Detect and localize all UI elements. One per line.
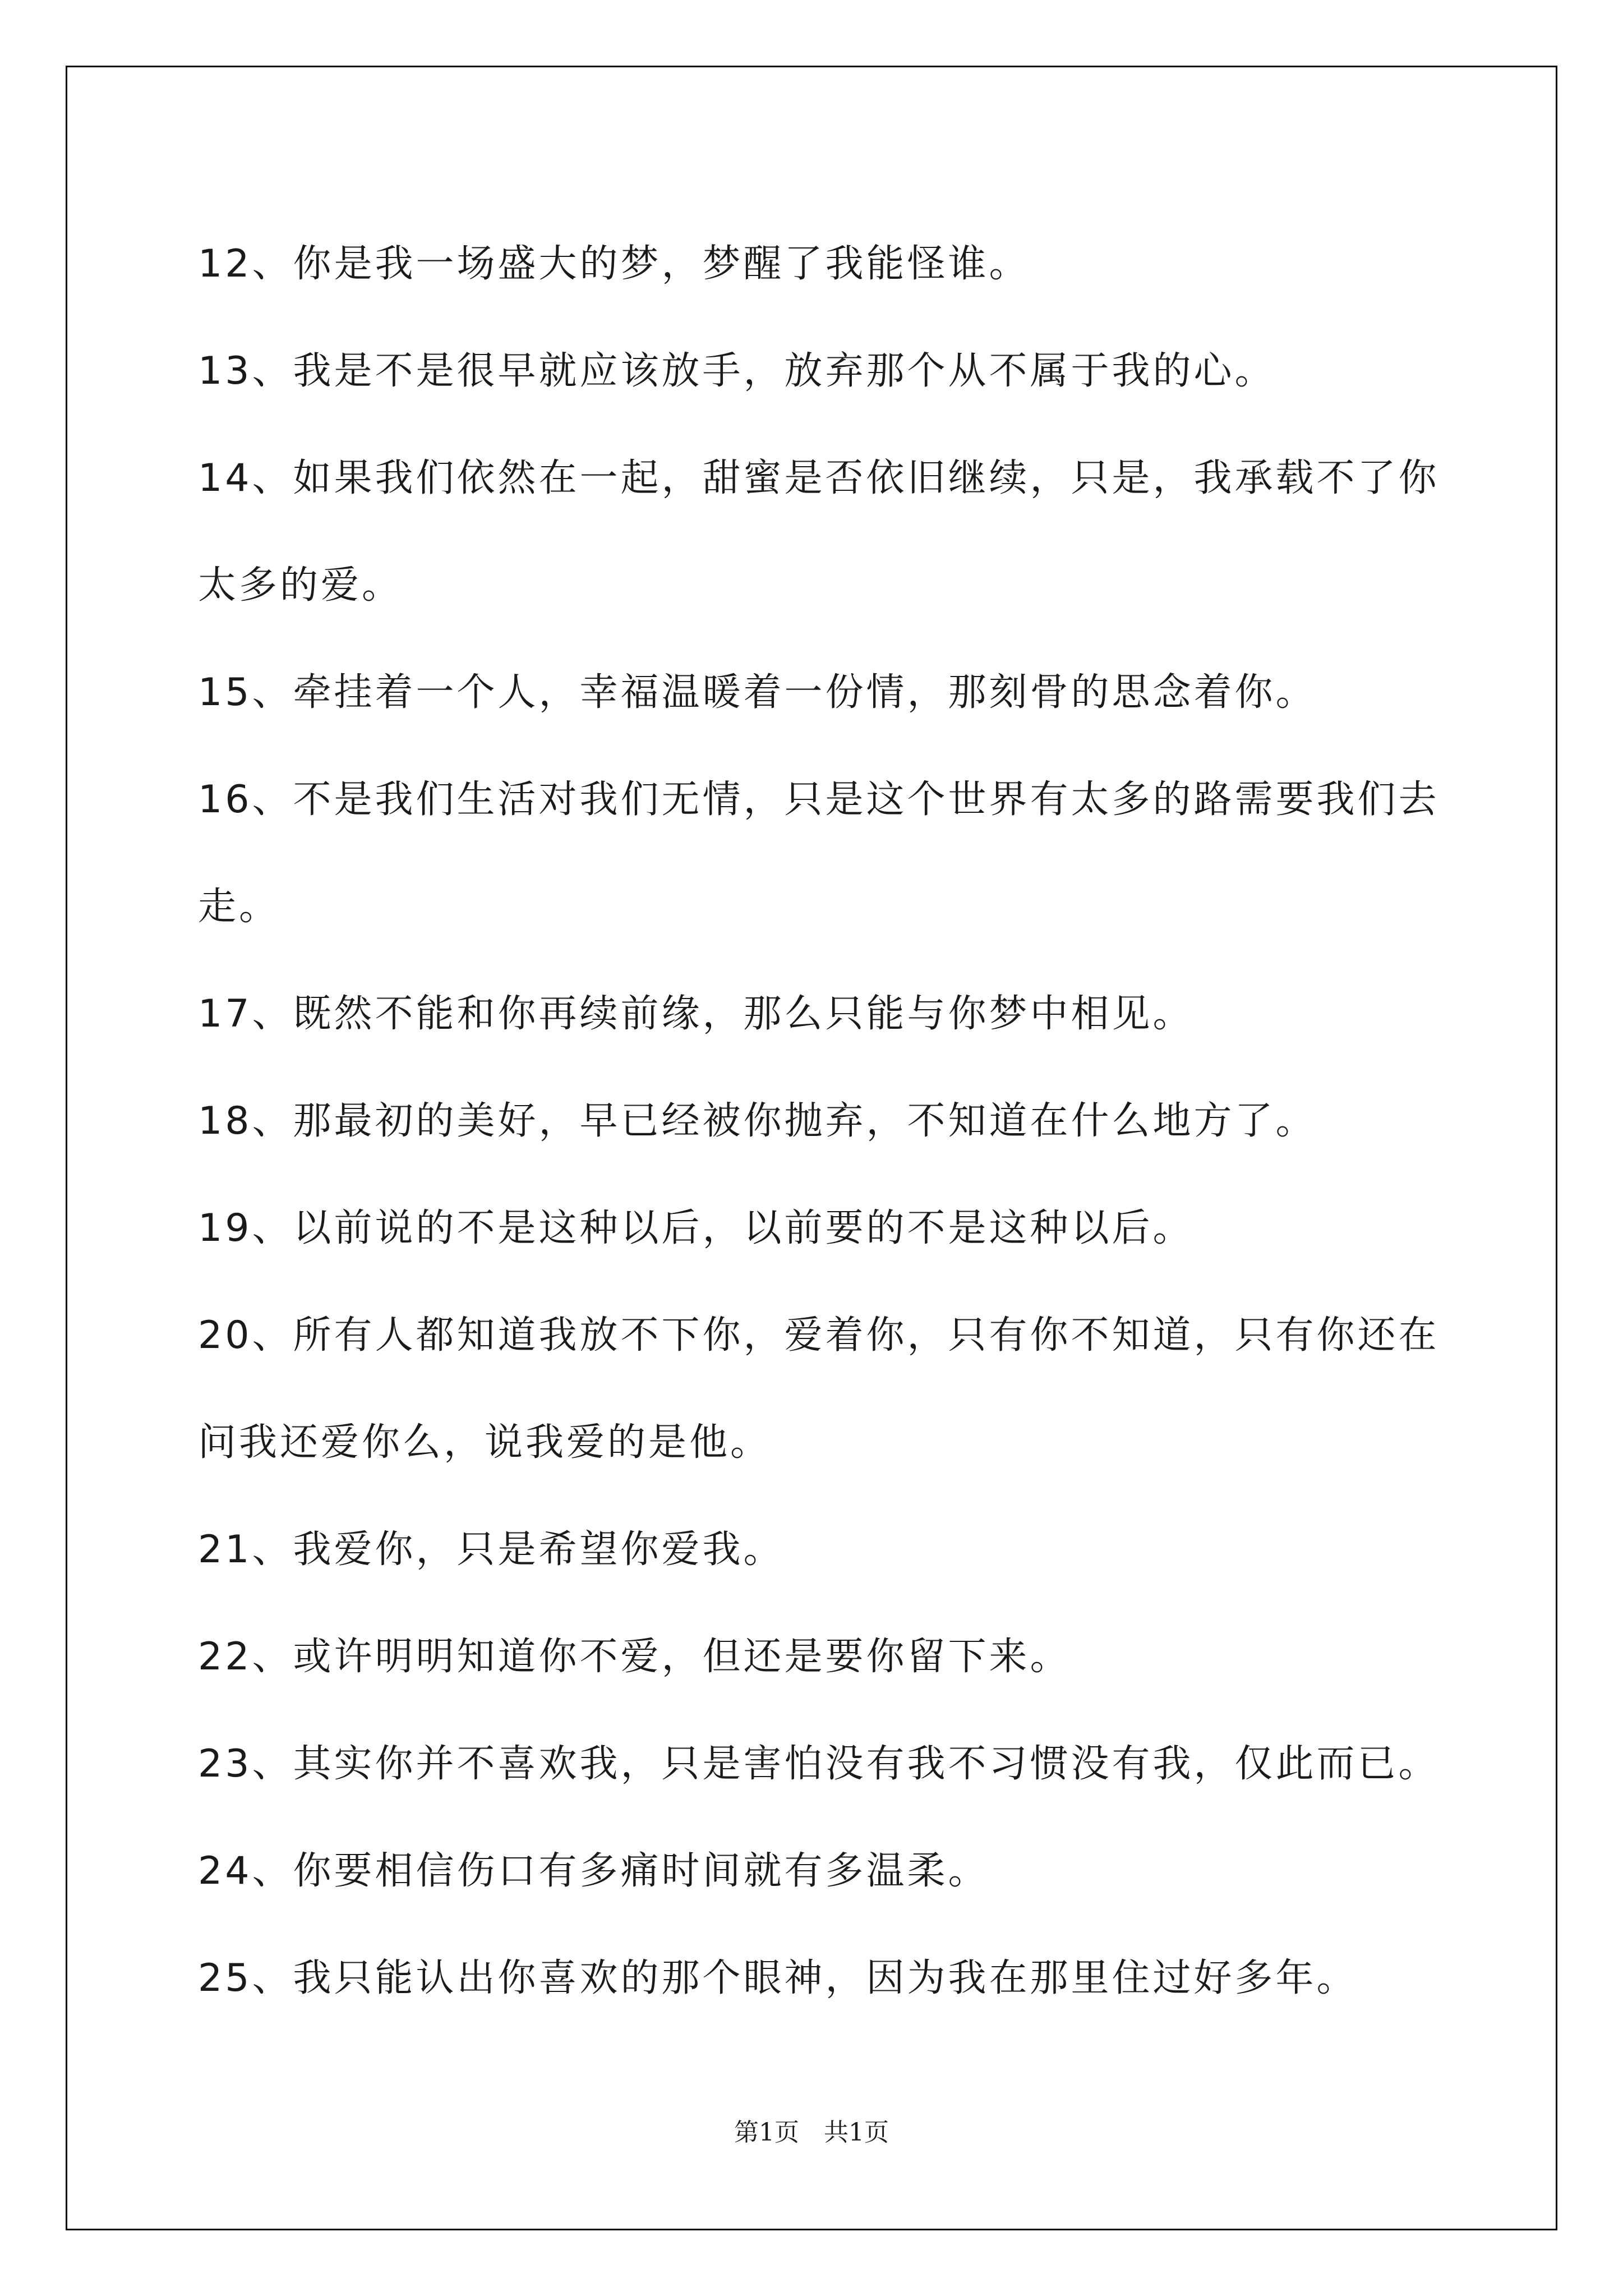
text-line: 21、我爱你，只是希望你爱我。 — [198, 1527, 785, 1572]
text-line: 17、既然不能和你再续前缘，那么只能与你梦中相见。 — [198, 992, 1194, 1036]
document-body — [198, 210, 1460, 2032]
text-line: 13、我是不是很早就应该放手，放弃那个从不属于我的心。 — [198, 349, 1276, 393]
text-line: 25、我只能认出你喜欢的那个眼神，因为我在那里住过好多年。 — [198, 1956, 1358, 2000]
text-line: 22、或许明明知道你不爱，但还是要你留下来。 — [198, 1635, 1071, 1679]
text-line: 23、其实你并不喜欢我，只是害怕没有我不习惯没有我，仅此而已。 — [198, 1742, 1440, 1786]
text-line: 16、不是我们生活对我们无情，只是这个世界有太多的路需要我们去 — [198, 777, 1440, 822]
text-line: 14、如果我们依然在一起，甜蜜是否依旧继续，只是，我承载不了你 — [198, 456, 1440, 500]
text-line: 19、以前说的不是这种以后，以前要的不是这种以后。 — [198, 1206, 1194, 1250]
text-line: 太多的爱。 — [198, 563, 403, 608]
text-line: 20、所有人都知道我放不下你，爱着你，只有你不知道，只有你还在 — [198, 1313, 1440, 1358]
text-line: 问我还爱你么，说我爱的是他。 — [198, 1420, 772, 1465]
page-number-footer: 第1页 共1页 — [734, 2118, 889, 2147]
text-line: 12、你是我一场盛大的梦，梦醒了我能怪谁。 — [198, 242, 1030, 286]
text-line: 24、你要相信伤口有多痛时间就有多温柔。 — [198, 1849, 989, 1893]
text-line: 走。 — [198, 885, 280, 929]
text-line: 15、牵挂着一个人，幸福温暖着一份情，那刻骨的思念着你。 — [198, 670, 1317, 715]
text-line: 18、那最初的美好，早已经被你抛弃，不知道在什么地方了。 — [198, 1099, 1317, 1143]
